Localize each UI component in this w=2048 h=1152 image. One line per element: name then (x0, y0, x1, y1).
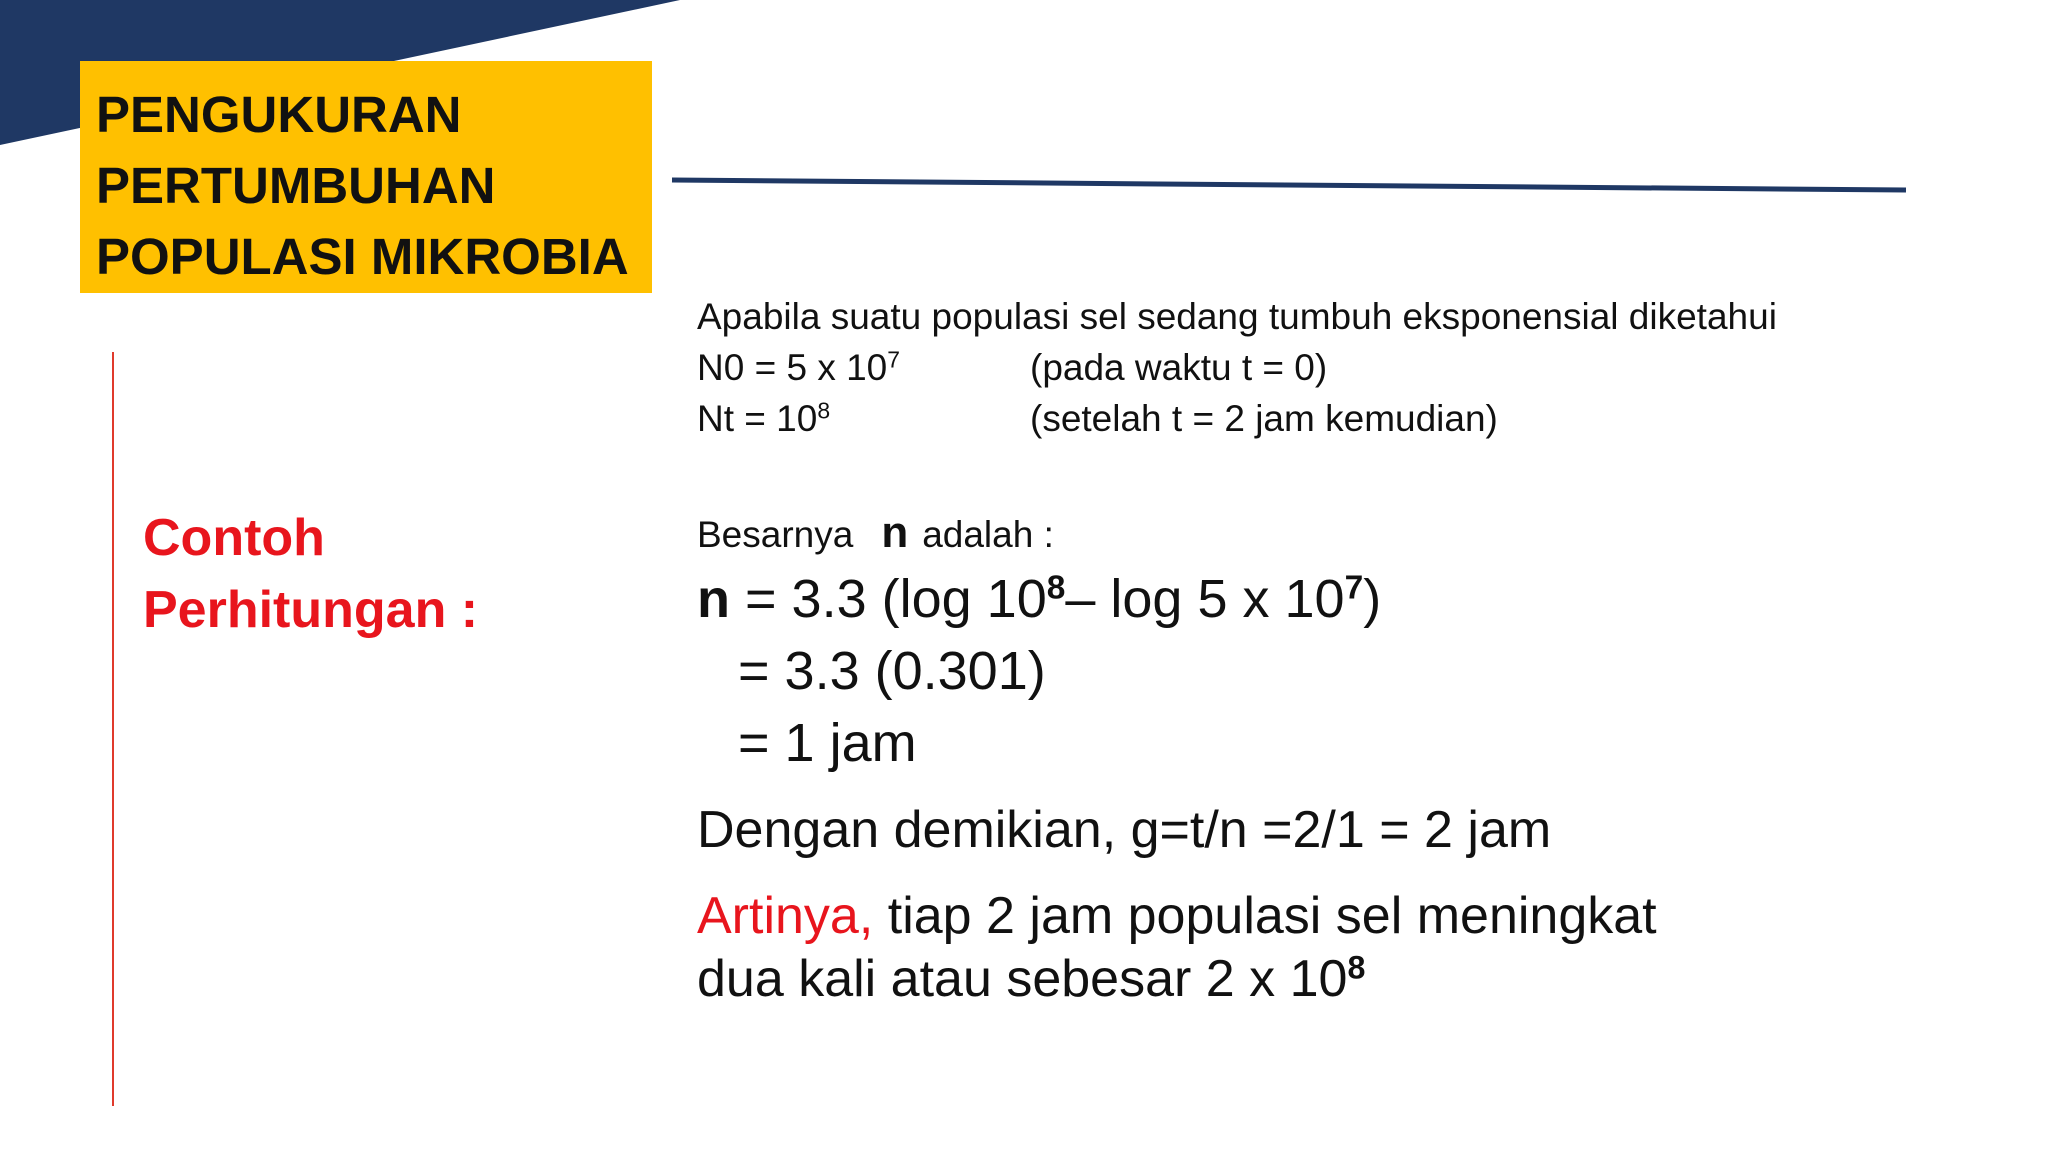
title-line-3: POPULASI MIKROBIA (96, 228, 629, 285)
title-line-1: PENGUKURAN (96, 86, 462, 143)
n-prompt-before: Besarnya (697, 514, 854, 555)
title-line-2: PERTUMBUHAN (96, 157, 496, 214)
equation-line-2: = 3.3 (0.301) (738, 641, 1046, 701)
nt-exponent: 8 (817, 397, 831, 424)
conclusion-line: Dengan demikian, g=t/n =2/1 = 2 jam (697, 801, 1552, 859)
header-rule (670, 172, 1910, 196)
n-prompt (697, 508, 1054, 560)
n0-exponent: 7 (887, 346, 901, 373)
equation-line-1 (697, 563, 1381, 635)
equation-variable: n (697, 569, 730, 629)
equation-exponent-2: 7 (1344, 569, 1364, 607)
n-prompt-after: adalah : (922, 514, 1054, 555)
n0-label: N0 = 5 x 10 (697, 347, 888, 388)
intro-sentence: Apabila suatu populasi sel sedang tumbuh eksponensial diketahui (697, 296, 1777, 337)
meaning-line-2 (697, 944, 1365, 1014)
n0-value (697, 343, 900, 393)
vertical-divider (112, 352, 114, 1106)
equation-part-2: – log 5 x 10 (1065, 569, 1345, 629)
nt-value (697, 394, 830, 444)
equation-exponent-1: 8 (1046, 569, 1066, 607)
nt-note: (setelah t = 2 jam kemudian) (1030, 398, 1498, 439)
section-heading-line-1: Contoh (143, 509, 325, 567)
title-box (80, 61, 652, 293)
meaning-line-1 (697, 881, 1657, 951)
meaning-text: tiap 2 jam populasi sel meningkat (873, 887, 1657, 945)
meaning-line-2-text: dua kali atau sebesar 2 x 10 (697, 950, 1348, 1008)
nt-label: Nt = 10 (697, 398, 818, 439)
equation-part-3: ) (1363, 569, 1382, 629)
equation-line-3: = 1 jam (738, 713, 917, 773)
n-prompt-variable: n (881, 508, 909, 557)
section-heading-line-2: Perhitungan : (143, 581, 479, 639)
meaning-label: Artinya, (697, 887, 874, 945)
meaning-exponent: 8 (1347, 949, 1366, 986)
equation-part-1: = 3.3 (log 10 (730, 569, 1047, 629)
n0-note: (pada waktu t = 0) (1030, 347, 1328, 388)
section-heading (143, 502, 478, 646)
